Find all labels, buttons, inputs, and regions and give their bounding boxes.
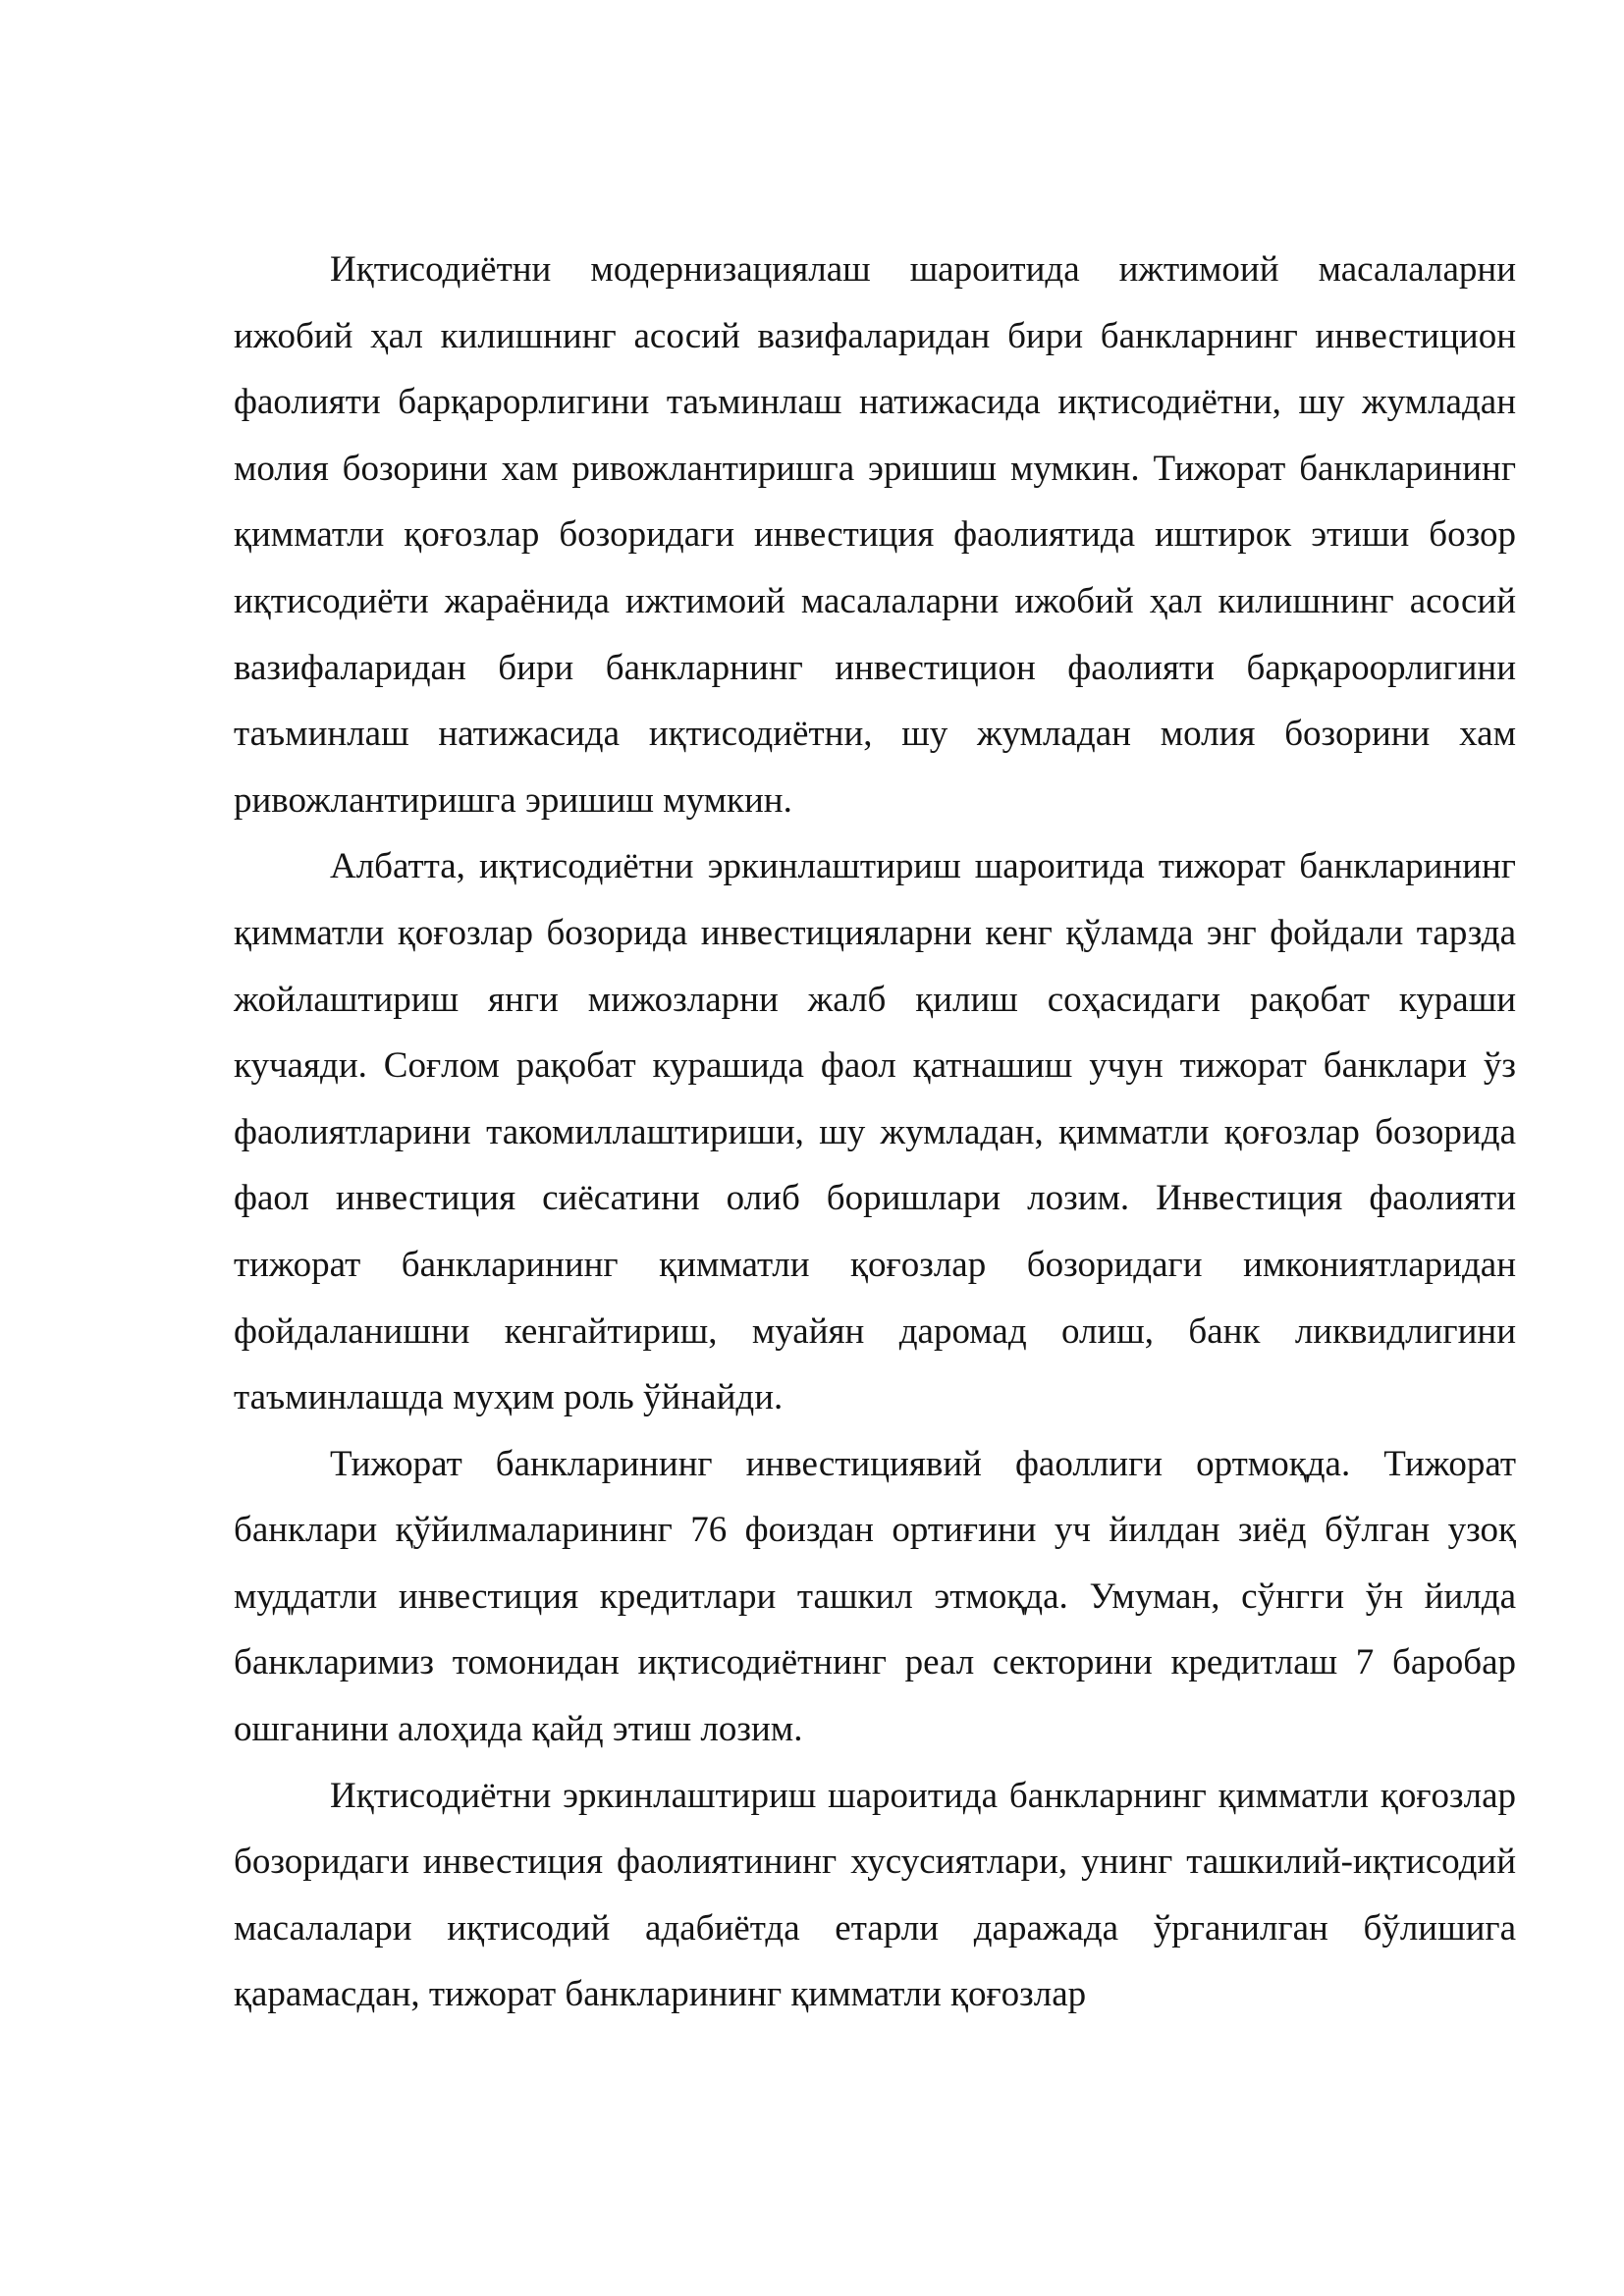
paragraph: Иқтисодиётни эркинлаштириш шароитида банкларнинг қимматли қоғозлар бозоридаги инвестиция фаолиятининг хусусиятлари, унинг ташкилий-иқтисодий масалалари иқтисодий адабиётда етарли даражада ўрганилган бўлишига қарамасдан, тижорат банкларининг қимматли қоғозлар [234, 1775, 1516, 2015]
paragraph: Албатта, иқтисодиётни эркинлаштириш шароитида тижорат банкларининг қимматли қоғозлар бозорида инвестицияларни кенг қўламда энг фойдали тарзда жойлаштириш янги мижозларни жалб қилиш соҳасидаги рақобат кураши кучаяди. Соғлом рақобат курашида фаол қатнашиш учун тижорат банклари ўз фаолиятларини такомиллаштириши, шу жумладан, қимматли қоғозлар бозорида фаол инвестиция сиёсатини олиб боришлари лозим. Инвестиция фаолияти тижорат банкларининг қимматли қоғозлар бозоридаги имкониятларидан фойдаланишни кенгайтириш, муайян даромад олиш, банк ликвидлигини таъминлашда муҳим роль ўйнайди. [234, 846, 1516, 1418]
paragraph: Тижорат банкларининг инвестициявий фаоллиги ортмоқда. Тижорат банклари қўйилмаларининг 76 фоиздан ортиғини уч йилдан зиёд бўлган узоқ муддатли инвестиция кредитлари ташкил этмоқда. Умуман, сўнгги ўн йилда банкларимиз томонидан иқтисодиётнинг реал секторини кредитлаш 7 баробар ошганини алоҳида қайд этиш лозим. [234, 1443, 1516, 1750]
document-body [234, 237, 1516, 2028]
paragraph: Иқтисодиётни модернизациялаш шароитида ижтимоий масалаларни ижобий ҳал килишнинг асосий вазифаларидан бири банкларнинг инвестицион фаолияти барқарорлигини таъминлаш натижасида иқтисодиётни, шу жумладан молия бозорини хам ривожлантиришга эришиш мумкин. Тижорат банкларининг қимматли қоғозлар бозоридаги инвестиция фаолиятида иштирок этиши бозор иқтисодиёти жараёнида ижтимоий масалаларни ижобий ҳал килишнинг асосий вазифаларидан бири банкларнинг инвестицион фаолияти барқароорлигини таъминлаш натижасида иқтисодиётни, шу жумладан молия бозорини хам ривожлантиришга эришиш мумкин. [234, 249, 1516, 821]
